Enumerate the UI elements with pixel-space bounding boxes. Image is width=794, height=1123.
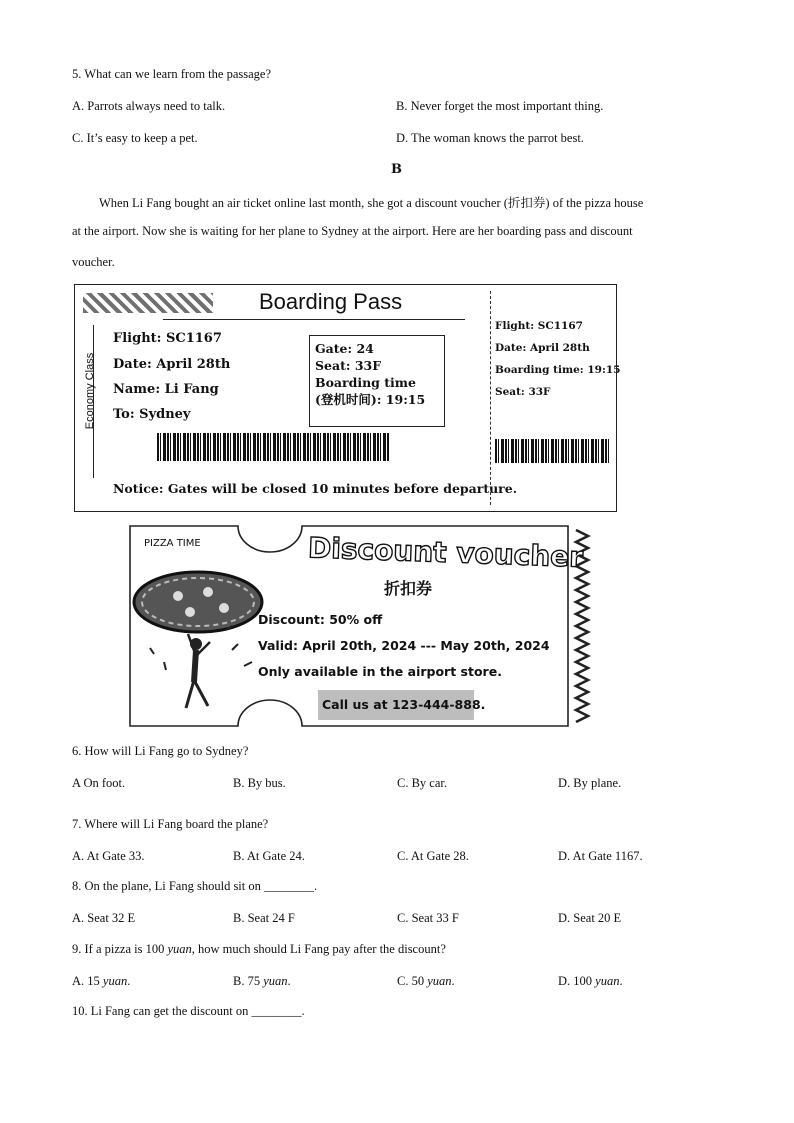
q6-question: 6. How will Li Fang go to Sydney? [72, 744, 249, 758]
q5-option-c: C. It’s easy to keep a pet. [72, 131, 198, 145]
q8-option-d: D. Seat 20 E [558, 911, 622, 925]
stub-barcode [495, 439, 611, 463]
q6-option-b: B. By bus. [233, 776, 286, 790]
stub-boarding-time: Boarding time: 19:15 [495, 364, 621, 376]
q8-option-c: C. Seat 33 F [397, 911, 459, 925]
store-restriction: Only available in the airport store. [258, 664, 502, 679]
passage-line-2: at the airport. Now she is waiting for her plane to Sydney at the airport. Here are her boarding pass and discount [72, 224, 633, 238]
stub-seat: Seat: 33F [495, 386, 551, 398]
q8-option-a: A. Seat 32 E [72, 911, 136, 925]
seat-label: Seat: 33F [315, 358, 382, 373]
passage-line-3: voucher. [72, 255, 115, 269]
discount-rate: Discount: 50% off [258, 612, 383, 627]
boarding-pass-title: Boarding Pass [259, 289, 403, 314]
perforation-line [490, 291, 491, 505]
q5-option-b: B. Never forget the most important thing. [396, 99, 604, 113]
flight-number: Flight: SC1167 [113, 331, 222, 346]
voucher-title: Discount voucher [307, 531, 584, 574]
q7-option-b: B. At Gate 24. [233, 849, 305, 863]
discount-voucher [128, 522, 600, 732]
q9-option-a: A. 15 yuan. [72, 974, 131, 988]
boarding-time-value: (登机时间): 19:15 [315, 392, 426, 407]
q5-question: 5. What can we learn from the passage? [72, 67, 271, 81]
passenger-name: Name: Li Fang [113, 382, 219, 397]
q7-option-c: C. At Gate 28. [397, 849, 469, 863]
boarding-pass [74, 284, 621, 512]
q7-option-d: D. At Gate 1167. [558, 849, 643, 863]
q10-question: 10. Li Fang can get the discount on ________. [72, 1004, 305, 1018]
gate-notice: Notice: Gates will be closed 10 minutes before departure. [113, 481, 518, 496]
valid-dates: Valid: April 20th, 2024 --- May 20th, 2024 [258, 638, 550, 653]
q5-option-d: D. The woman knows the parrot best. [396, 131, 584, 145]
section-heading: B [391, 162, 402, 177]
gate-seat-box [309, 335, 445, 427]
voucher-title-cn: 折扣券 [384, 579, 433, 598]
q5-option-a: A. Parrots always need to talk. [72, 99, 226, 113]
q7-question: 7. Where will Li Fang board the plane? [72, 817, 269, 831]
q6-option-d: D. By plane. [558, 776, 622, 790]
q7-option-a: A. At Gate 33. [72, 849, 145, 863]
q8-question: 8. On the plane, Li Fang should sit on ________. [72, 879, 318, 893]
q6-option-a: A On foot. [72, 776, 126, 790]
pizza-icon [134, 572, 262, 632]
q9-option-c: C. 50 yuan. [397, 974, 455, 988]
class-label: Economy Class [84, 352, 97, 430]
q9-question: 9. If a pizza is 100 yuan, how much should Li Fang pay after the discount? [72, 942, 446, 956]
destination: To: Sydney [113, 407, 191, 422]
q9-option-b: B. 75 yuan. [233, 974, 291, 988]
pizza-brand: PIZZA TIME [144, 538, 201, 549]
airline-logo [83, 293, 213, 313]
stub-flight: Flight: SC1167 [495, 320, 583, 332]
title-underline [163, 319, 465, 320]
q8-option-b: B. Seat 24 F [233, 911, 295, 925]
passage-line-1: When Li Fang bought an air ticket online last month, she got a discount voucher (折扣券) of the pizza house [99, 196, 644, 210]
q6-option-c: C. By car. [397, 776, 447, 790]
gate-label: Gate: 24 [315, 341, 374, 356]
call-number: Call us at 123-444-888. [322, 697, 486, 712]
stub-date: Date: April 28th [495, 342, 590, 354]
main-barcode [157, 433, 389, 461]
flight-date: Date: April 28th [113, 357, 231, 372]
q9-option-d: D. 100 yuan. [558, 974, 623, 988]
boarding-time-label: Boarding time [315, 375, 416, 390]
